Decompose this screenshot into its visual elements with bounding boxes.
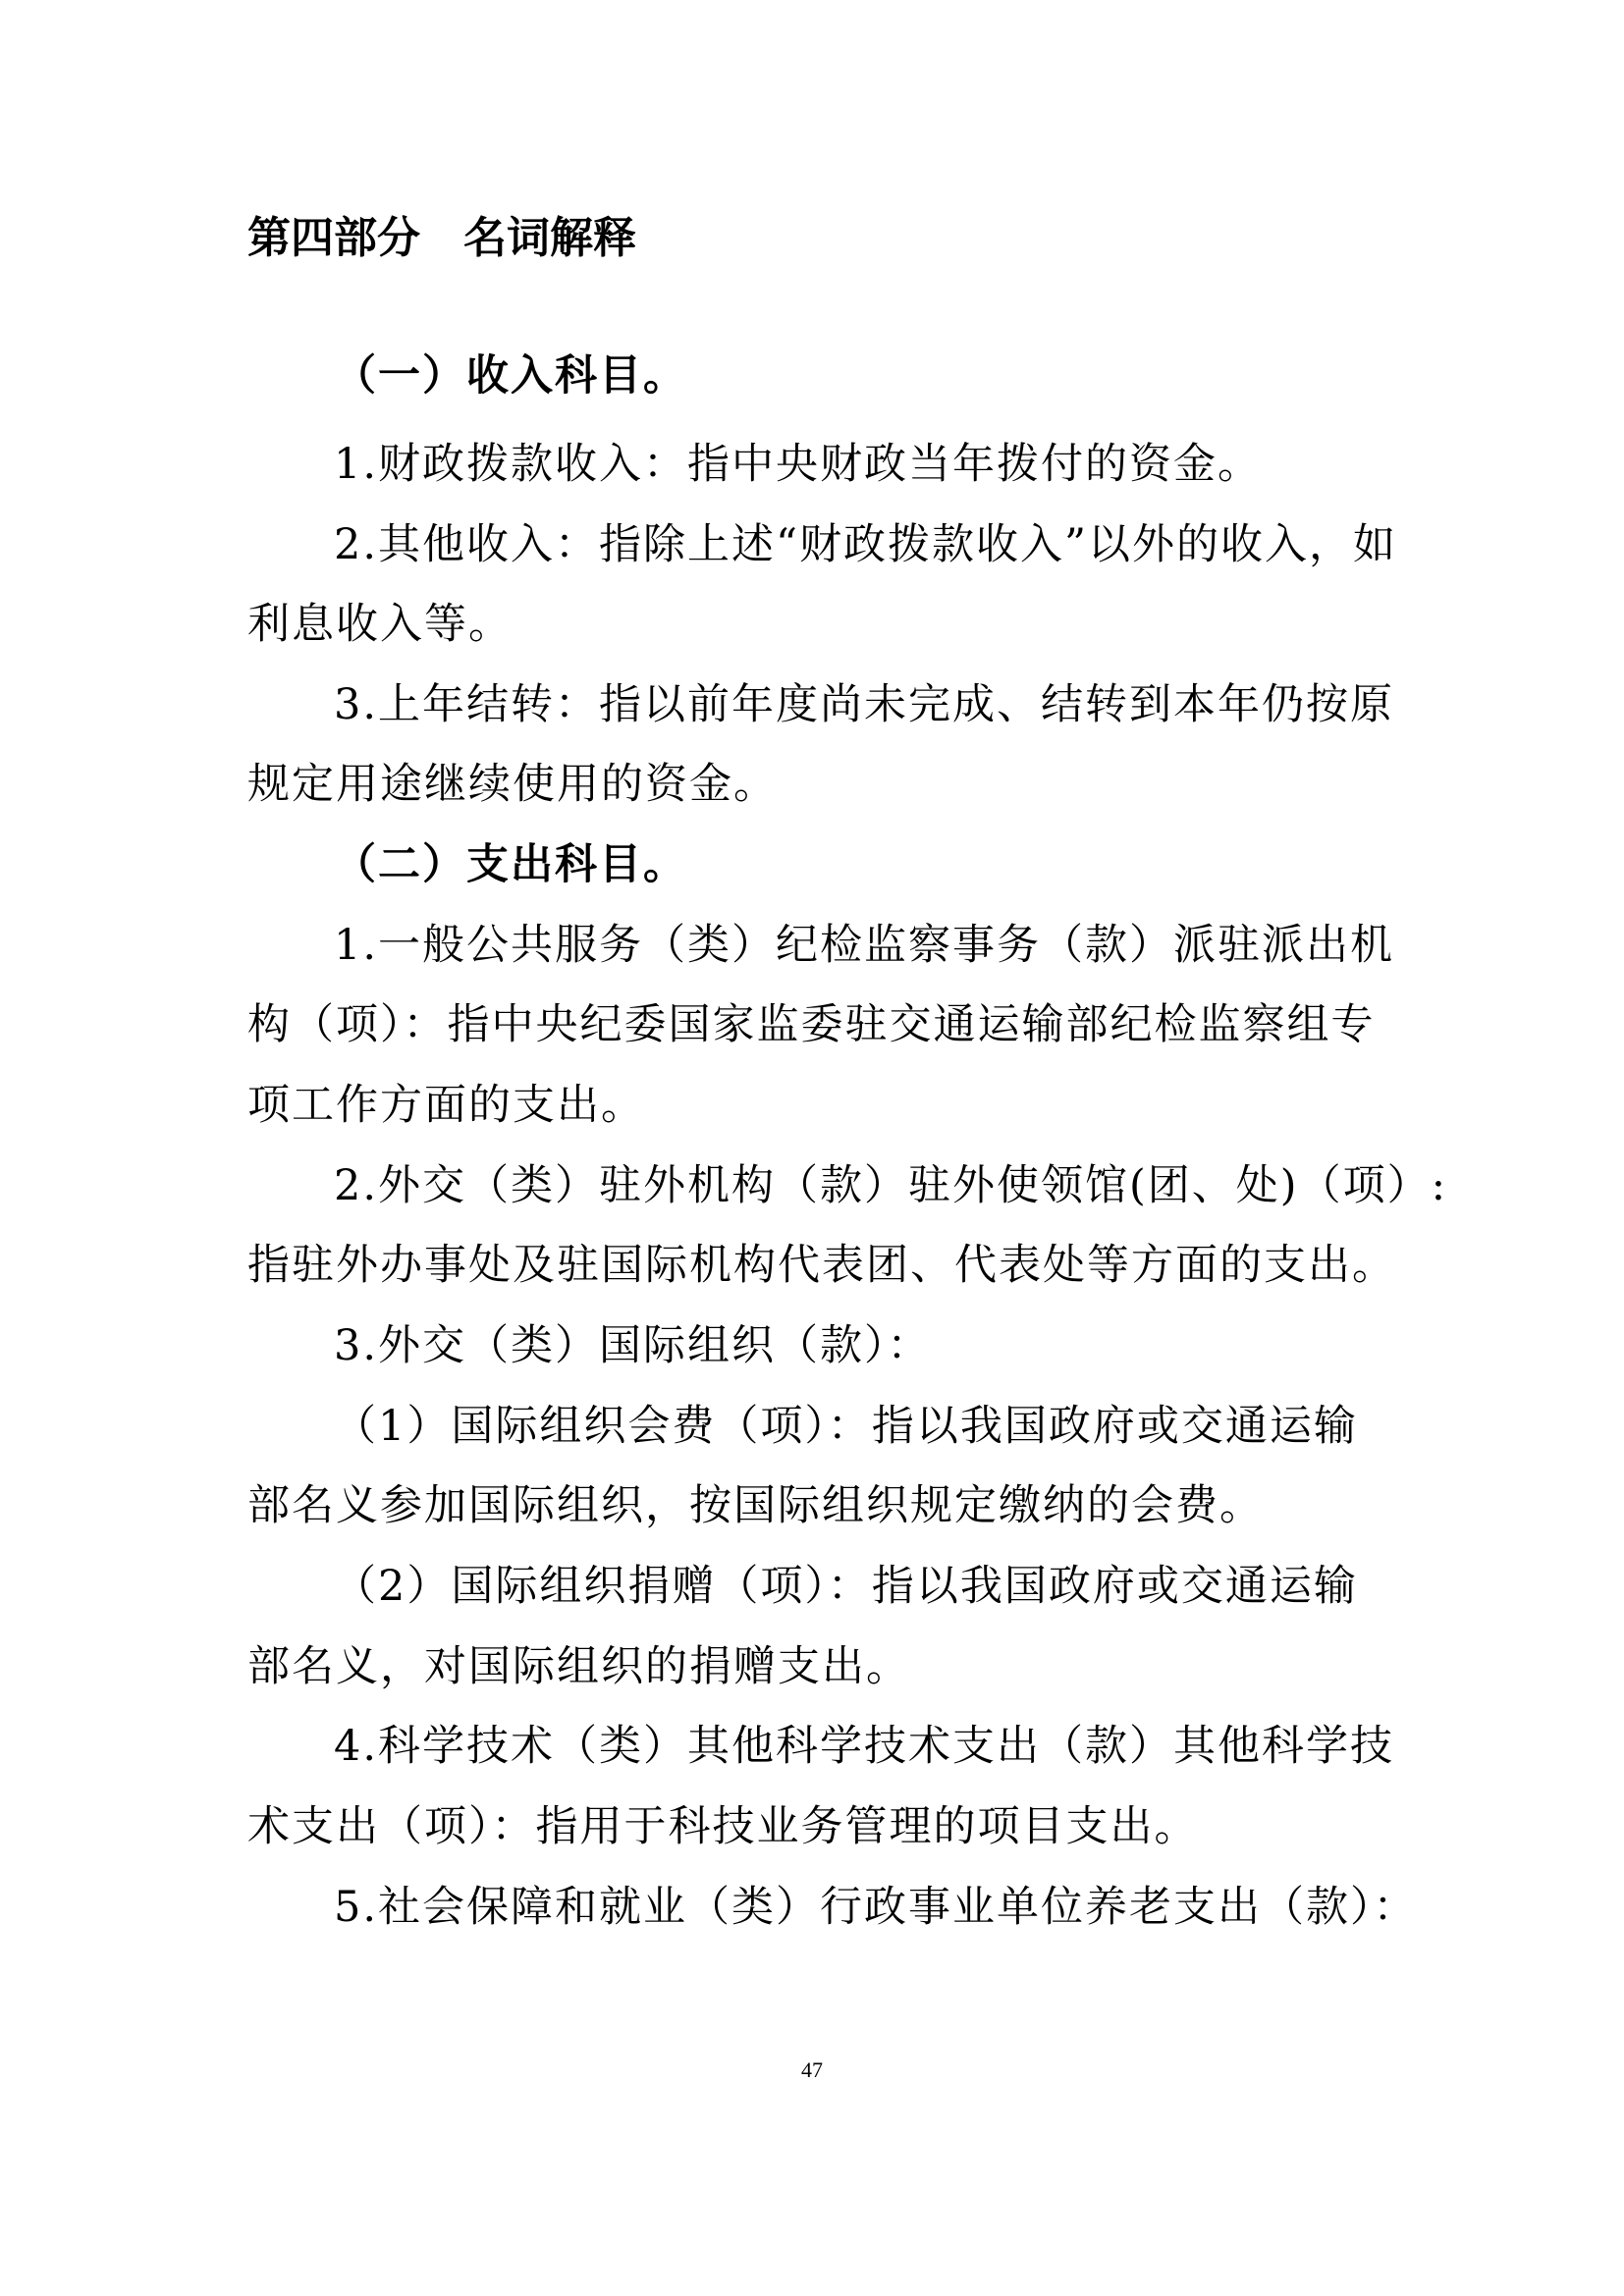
paragraph-line: 2.外交（类）驻外机构（款）驻外使领馆(团、处)（项）: bbox=[334, 1161, 1448, 1210]
paragraph-line: 利息收入等。 bbox=[247, 600, 513, 649]
paragraph-line: 3.外交（类）国际组织（款）： bbox=[334, 1321, 932, 1370]
paragraph-line: 2.其他收入：指除上述“财政拨款收入”以外的收入，如 bbox=[334, 520, 1397, 569]
paragraph-line: 1.财政拨款收入：指中央财政当年拨付的资金。 bbox=[334, 440, 1263, 489]
subheading-expenditure: （二）支出科目。 bbox=[334, 840, 687, 889]
paragraph-line: 5.社会保障和就业（类）行政事业单位养老支出（款）： bbox=[334, 1883, 1418, 1932]
paragraph-line: 指驻外办事处及驻国际机构代表团、代表处等方面的支出。 bbox=[247, 1241, 1396, 1290]
paragraph-line: （2）国际组织捐赠（项）：指以我国政府或交通运输 bbox=[334, 1562, 1358, 1611]
paragraph-line: （1）国际组织会费（项）：指以我国政府或交通运输 bbox=[334, 1402, 1358, 1451]
paragraph-line: 项工作方面的支出。 bbox=[247, 1081, 645, 1130]
paragraph-line: 构（项）：指中央纪委国家监委驻交通运输部纪检监察组专 bbox=[247, 1000, 1376, 1049]
paragraph-line: 规定用途继续使用的资金。 bbox=[247, 760, 778, 809]
paragraph-line: 3.上年结转：指以前年度尚未完成、结转到本年仍按原 bbox=[334, 680, 1395, 729]
page-number: 47 bbox=[801, 2057, 823, 2082]
paragraph-line: 术支出（项）：指用于科技业务管理的项目支出。 bbox=[247, 1802, 1199, 1851]
section-title: 第四部分 名词解释 bbox=[247, 213, 636, 263]
paragraph-line: 1.一般公共服务（类）纪检监察事务（款）派驻派出机 bbox=[334, 921, 1395, 970]
paragraph-line: 4.科学技术（类）其他科学技术支出（款）其他科学技 bbox=[334, 1722, 1395, 1771]
paragraph-line: 部名义参加国际组织，按国际组织规定缴纳的会费。 bbox=[247, 1481, 1264, 1530]
paragraph-line: 部名义，对国际组织的捐赠支出。 bbox=[247, 1642, 910, 1691]
subheading-income: （一）收入科目。 bbox=[334, 351, 687, 400]
